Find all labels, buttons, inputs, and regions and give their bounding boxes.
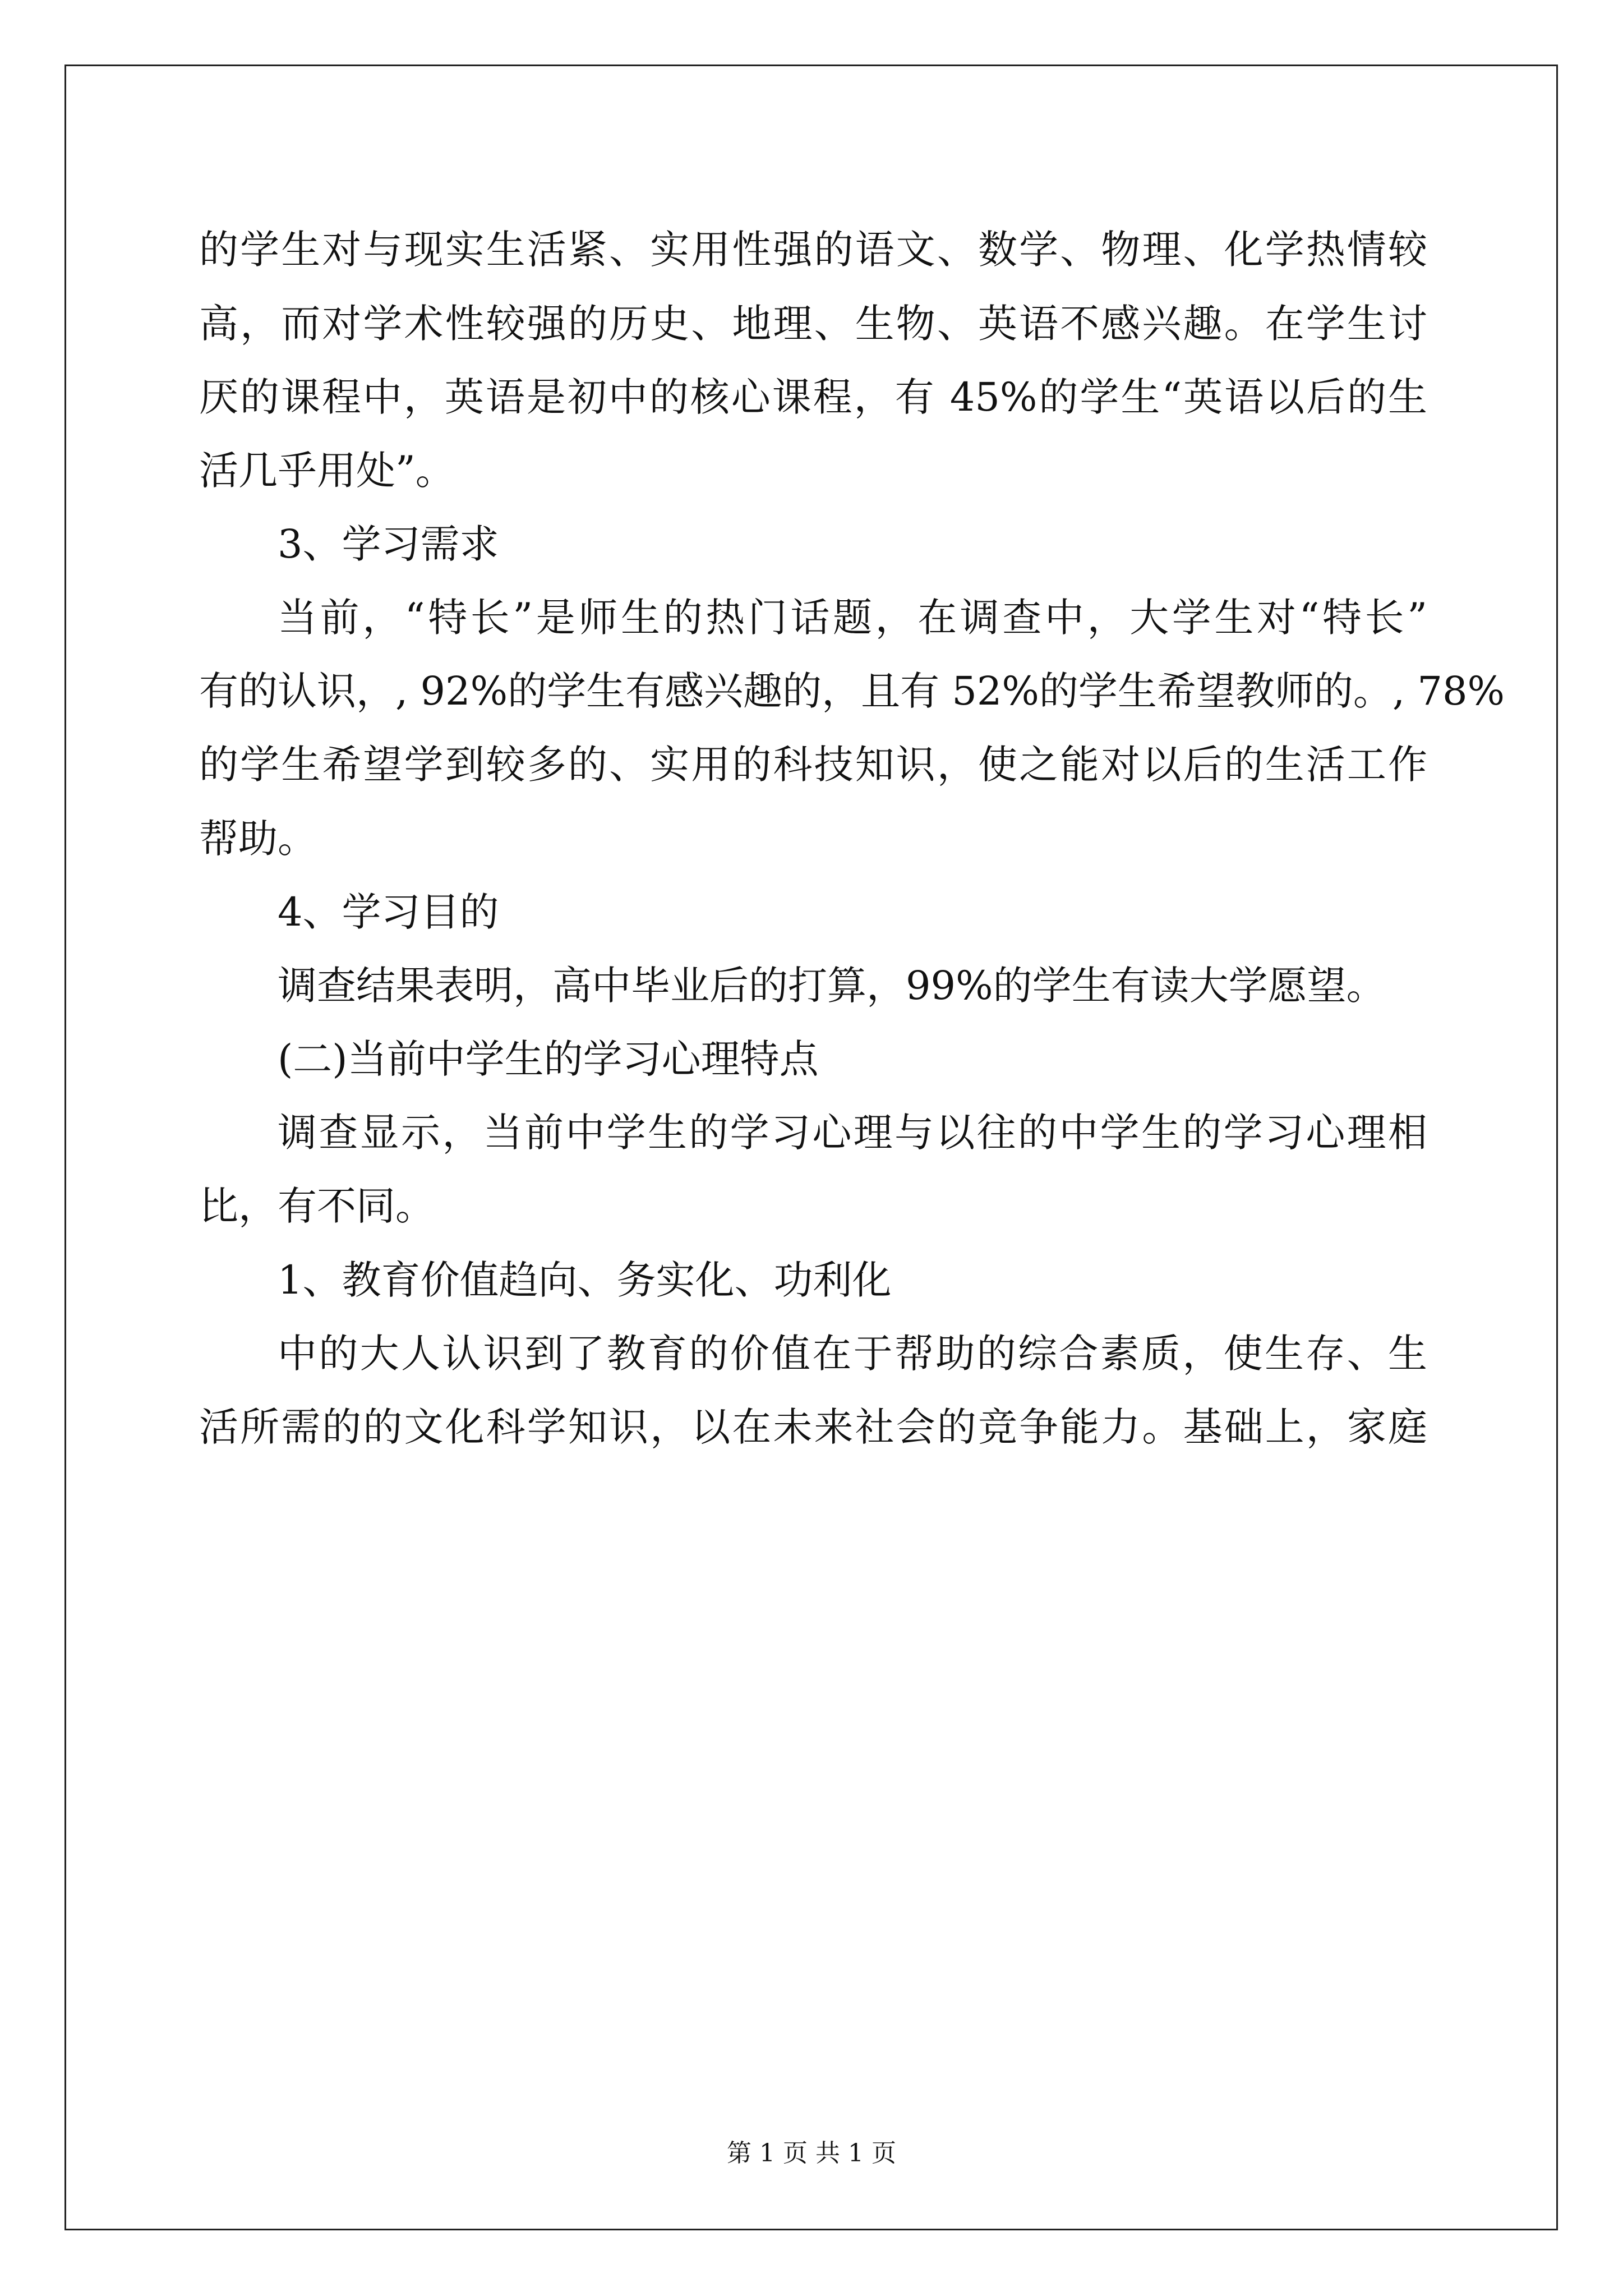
page-footer: 第 1 页 共 1 页: [727, 2139, 896, 2168]
text-line: 帮助。: [199, 816, 317, 862]
text-line: 厌的课程中，英语是初中的核心课程，有 45%的学生“英语以后的生: [199, 374, 1427, 420]
section-heading: 4、学习目的: [278, 889, 499, 935]
section-heading: (二)当前中学生的学习心理特点: [278, 1036, 819, 1082]
section-heading: 1、教育价值趋向、务实化、功利化: [278, 1257, 892, 1303]
text-line: 比，有不同。: [199, 1183, 435, 1229]
paragraph-first-line: 调查显示，当前中学生的学习心理与以往的中学生的学习心理相: [278, 1110, 1427, 1156]
text-line: 有的认识，, 92%的学生有感兴趣的，且有 52%的学生希望教师的。, 78%: [199, 668, 1505, 714]
paragraph-first-line: 调查结果表明，高中毕业后的打算，99%的学生有读大学愿望。: [278, 963, 1386, 1009]
text-line: 的学生对与现实生活紧、实用性强的语文、数学、物理、化学热情较: [199, 227, 1427, 273]
text-line: 高，而对学术性较强的历史、地理、生物、英语不感兴趣。在学生讨: [199, 301, 1427, 347]
text-line: 的学生希望学到较多的、实用的科技知识，使之能对以后的生活工作: [199, 742, 1427, 788]
text-line: 活所需的的文化科学知识，以在未来社会的竞争能力。基础上，家庭: [199, 1404, 1427, 1450]
section-heading: 3、学习需求: [278, 521, 499, 567]
paragraph-first-line: 当前，“特长”是师生的热门话题，在调查中，大学生对“特长”: [278, 595, 1427, 641]
text-line: 活几乎用处”。: [199, 448, 455, 494]
paragraph-first-line: 中的大人认识到了教育的价值在于帮助的综合素质，使生存、生: [278, 1331, 1427, 1377]
